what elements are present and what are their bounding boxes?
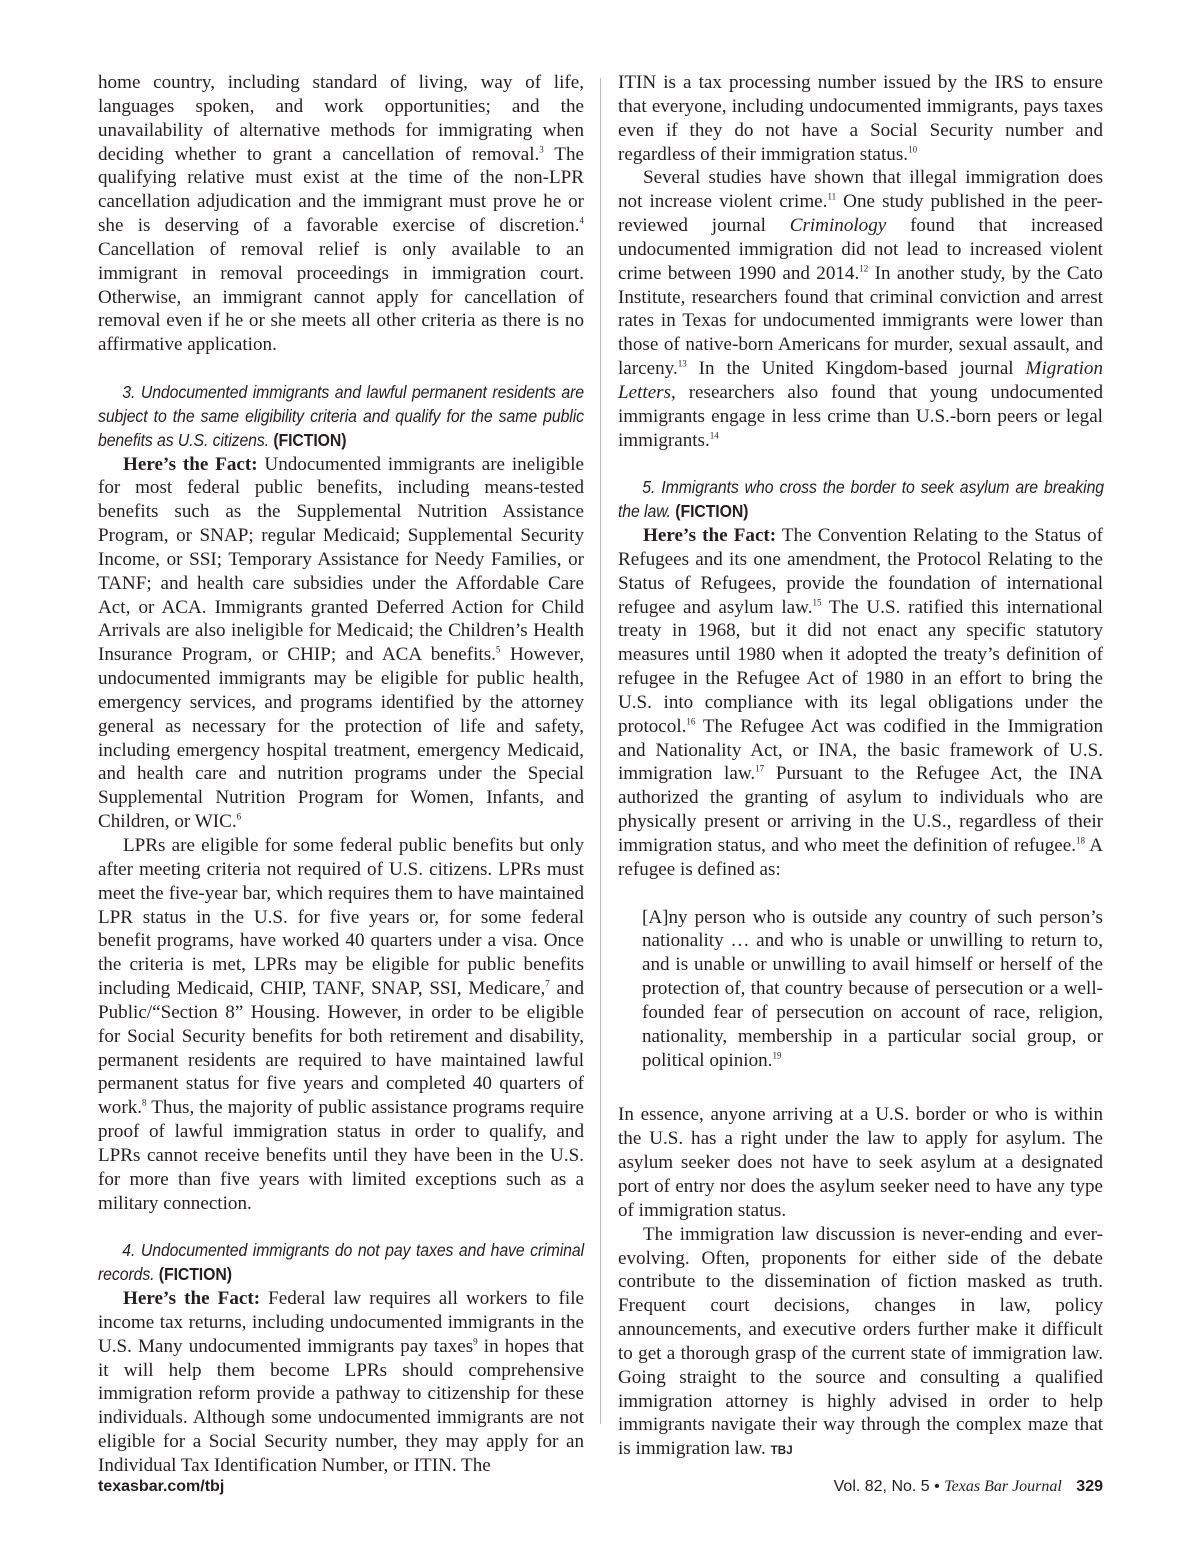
footnote-ref[interactable]: 15 xyxy=(812,596,822,607)
journal-title: Criminology xyxy=(789,215,887,237)
myth-5-heading: 5. Immigrants who cross the border to seek asylum are breaking the law. (FICTION) xyxy=(618,477,1104,522)
journal-name: Texas Bar Journal xyxy=(944,1478,1062,1495)
crime-paragraph: Several studies have shown that illegal immigration does not increase violent crime.$^{11}$ One study published in the peer-reviewed journal Criminology found that increased undocumented immigration did not lead to increased violent crime between 1990 and 2014.12 In another study, by the Cato Institute, researchers found that criminal conviction and arrest rates in Texas for undocumented immigrants were lower than those of native-born Americans for murder, sexual assault, and larceny.$^{13}$ In the United Kingdom-based journal Migration Letters, researchers also found that young undocumented immigrants engage in less crime than U.S.-born peers or legal immigrants.$^{14}$ xyxy=(618,167,1103,451)
page-number: 329 xyxy=(1076,1478,1103,1495)
footnote-ref[interactable]: 4 xyxy=(579,215,584,226)
fact-label: Here’s the Fact: xyxy=(123,1288,261,1310)
footnote-ref[interactable]: 7 xyxy=(545,978,550,989)
volume-number: Vol. 82, No. 5 xyxy=(833,1478,930,1495)
footnote-ref[interactable]: 12 xyxy=(859,263,869,274)
itin-paragraph: ITIN is a tax processing number issued by the IRS to ensure that everyone, including undocumented immigrants, pays taxes even if they do not have a Social Security number and regardless of their immigration status.$^{10}$ xyxy=(618,72,1103,165)
footnote-ref[interactable]: 14 xyxy=(709,430,719,441)
fact-4-paragraph: Here’s the Fact: Federal law requires all workers to file income tax returns, including undocumented immigrants in the U.S. Many undocumented immigrants pay taxes$^9$ in hopes that it will help them become LPRs should comprehensive immigration reform provide a pathway to citizenship for these individuals. Although some undocumented immigrants are not eligible for a Social Security number, they may apply for an Individual Tax Identification Number, or ITIN. The xyxy=(98,1288,584,1476)
closing-paragraph: The immigration law discussion is never-ending and ever-evolving. Often, proponents for either side of the debate contribute to the dissemination of fiction masked as truth. Frequent court decisions, changes in law, policy announcements, and executive orders further make it difficult to get a thorough grasp of the current state of immigration law. Going straight to the source and consulting a qualified immigration attorney is highly advised in order to help immigrants navigate their way through the complex maze that is immigration law. TBJ xyxy=(618,1223,1103,1460)
footnote-ref[interactable]: 8 xyxy=(142,1097,147,1108)
footnote-ref[interactable]: 13 xyxy=(677,358,687,369)
footnote-ref[interactable]: 18 xyxy=(1075,835,1085,846)
footer-issue xyxy=(834,1478,1103,1496)
right-column xyxy=(618,71,1103,1464)
fact-label: Here’s the Fact: xyxy=(123,453,258,475)
footnote-ref[interactable]: 19 xyxy=(772,1049,782,1060)
left-column xyxy=(98,71,584,1478)
myth-3-heading: 3. Undocumented immigrants and lawful permanent residents are subject to the same eligibility criteria and qualify for the same public benefits as U.S. citizens. (FICTION) xyxy=(98,381,584,450)
bullet-separator: • xyxy=(934,1478,940,1495)
footnote-ref[interactable]: 17 xyxy=(755,763,765,774)
journal-title: Migration Letters xyxy=(618,358,1103,403)
fact-3-paragraph: Here’s the Fact: Undocumented immigrants are ineligible for most federal public benefits, including means-tested benefits such as the Supplemental Nutrition Assistance Program, or SNAP; regular Medicaid; Supplemental Security Income, or SSI; Temporary Assistance for Needy Families, or TANF; and health care subsidies under the Affordable Care Act, or ACA. Immigrants granted Deferred Action for Child Arrivals are also ineligible for Medicaid; the Children’s Health Insurance Program, or CHIP; and ACA benefits.$^5$ However, undocumented immigrants may be eligible for public health, emergency services, and programs identified by the attorney general as necessary for the protection of life and safety, including emergency hospital treatment, emergency Medicaid, and health care and nutrition programs under the Special Supplemental Nutrition Program for Women, Infants, and Children, or WIC.$^6$ xyxy=(98,453,584,833)
footnote-ref[interactable]: 9 xyxy=(473,1336,478,1347)
footnote-ref[interactable]: 3 xyxy=(539,143,544,154)
fact-5-paragraph: Here’s the Fact: The Convention Relating to the Status of Refugees and its one amendment, the Protocol Relating to the Status of Refugees, provide the foundation of international refugee and asylum law.$^{15}$ The U.S. ratified this international treaty in 1968, but it did not enact any specific statutory measures until 1980 when it adopted the treaty’s definition of refugee in the Refugee Act of 1980 in an effort to bring the U.S. into compliance with its legal obligations under the protocol.$^{16}$ The Refugee Act was codified in the Immigration and Nationality Act, or INA, the basic framework of U.S. immigration law.$^{17}$ Pursuant to the Refugee Act, the INA authorized the granting of asylum to individuals who are physically present or arriving in the U.S., regardless of their immigration status, and who meet the definition of refugee.$^{18}$ A refugee is defined as: xyxy=(618,525,1104,880)
myth-4-heading: 4. Undocumented immigrants do not pay taxes and have criminal records. (FICTION) xyxy=(98,1240,585,1285)
footnote-ref[interactable]: 5 xyxy=(495,644,501,655)
footnote-ref[interactable]: 10 xyxy=(908,143,918,154)
refugee-definition-quote: [A]ny person who is outside any country of such person’s nationality … and who is unable or unwilling to return to, and is unable or unwilling to avail himself or herself of the protection of, that country because of persecution or a well-founded fear of persecution on account of race, religion, nationality, membership in a particular social group, or political opinion.$^{19}$ xyxy=(642,906,1103,1071)
intro-paragraph: home country, including standard of living, way of life, languages spoken, and work opportunities; and the unavailability of alternative methods for immigrating when deciding whether to grant a cancellation of removal.$^3$ The qualifying relative must exist at the time of the non-LPR cancellation adjudication and the immigrant must prove he or she is deserving of a favorable exercise of discretion.$^4$ Cancellation of removal relief is only available to an immigrant in removal proceedings in immigration court. Otherwise, an immigrant cannot apply for cancellation of removal even if he or she meets all other criteria as there is no affirmative application. xyxy=(98,72,584,356)
footnote-ref[interactable]: 11 xyxy=(827,191,837,202)
fact-label: Here’s the Fact: xyxy=(643,525,777,547)
footnote-ref[interactable]: 6 xyxy=(236,811,242,822)
lpr-paragraph: LPRs are eligible for some federal public benefits but only after meeting criteria not required of U.S. citizens. LPRs must meet the five-year bar, which requires them to have maintained LPR status in the U.S. for five years or, for some federal benefit programs, have worked 40 quarters under a visa. Once the criteria is met, LPRs may be eligible for public benefits including Medicaid, CHIP, TANF, SNAP, SSI, Medicare,$^7$ and Public/“Section 8” Housing. However, in order to be eligible for Social Security benefits for both retirement and disability, permanent residents are required to have maintained lawful permanent status for five years and completed 40 quarters of work.$^8$ Thus, the majority of public assistance programs require proof of lawful immigration status in order to qualify, and LPRs cannot receive benefits until they have been in the U.S. for more than five years with limited exceptions such as a military connection. xyxy=(98,835,585,1214)
essence-paragraph: In essence, anyone arriving at a U.S. border or who is within the U.S. has a right under the law to apply for asylum. The asylum seeker does not have to seek asylum at a designated port of entry nor does the asylum seeker need to have any type of immigration status. xyxy=(618,1104,1103,1221)
footnote-ref[interactable]: 16 xyxy=(686,716,696,727)
column-divider xyxy=(600,78,601,1424)
tbj-end-mark: TBJ xyxy=(770,1445,793,1458)
footer-url[interactable]: texasbar.com/tbj xyxy=(98,1478,225,1495)
